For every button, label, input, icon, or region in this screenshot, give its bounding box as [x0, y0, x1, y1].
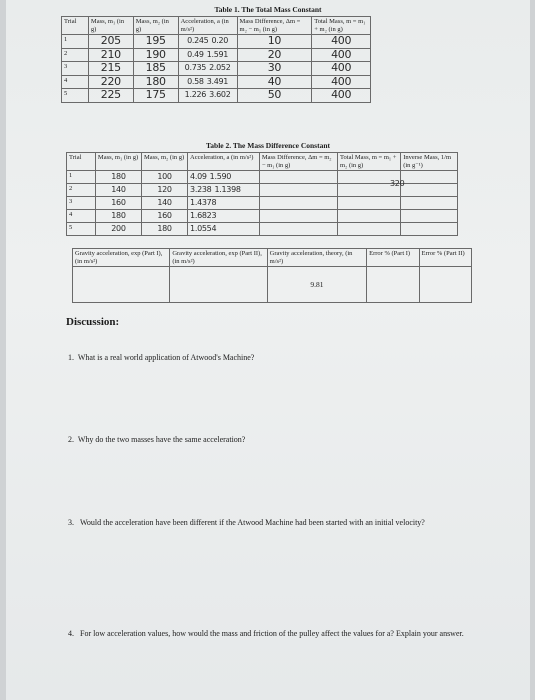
table2-header-m2: Mass, m₂ (in g) — [141, 153, 187, 171]
table1-cell-a — [178, 62, 237, 76]
table2-value-trial: 3 — [69, 198, 73, 205]
table1-cell-m2 — [133, 89, 178, 103]
table2-cell-dm — [259, 197, 337, 210]
table2-cell-a — [188, 210, 260, 223]
table1-cell-trial — [62, 89, 89, 103]
table2-cell-m1 — [95, 171, 141, 184]
table1-cell-a — [178, 35, 237, 49]
table2-value-extra: 1.1398 — [214, 185, 241, 194]
table1-cell-m1 — [88, 35, 133, 49]
table1-cell-total — [312, 89, 371, 103]
table3-header-g-theory: Gravity acceleration, theory, (in m/s²) — [267, 249, 366, 267]
table1-cell-m1 — [88, 48, 133, 62]
table2-header-acceleration: Acceleration, a (in m/s²) — [188, 153, 260, 171]
table1-cell-dm — [237, 62, 312, 76]
table2-cell-inv — [401, 223, 458, 236]
table1-value-dm: 40 — [267, 74, 282, 88]
table2-value-trial: 4 — [69, 211, 73, 218]
table1-cell-m2 — [133, 62, 178, 76]
question-1 — [68, 352, 488, 363]
table3-cell-error-part1 — [367, 267, 419, 303]
table2-cell-m1 — [95, 184, 141, 197]
table2-cell-dm — [259, 223, 337, 236]
table1-cell-dm — [237, 89, 312, 103]
table1-value-total: 400 — [331, 74, 352, 88]
table2-header-m1: Mass, m₁ (in g) — [95, 153, 141, 171]
table1-cell-m2 — [133, 48, 178, 62]
table2-cell-trial — [67, 210, 96, 223]
handwritten-total-mass: 320 — [390, 179, 405, 188]
table2-value-m2: 120 — [157, 185, 172, 194]
table1-value-extra: 3.602 — [209, 90, 231, 99]
table3-cell-g-exp-part1 — [73, 267, 170, 303]
table2-value-m2: 180 — [157, 224, 172, 233]
table2-cell-m1 — [95, 197, 141, 210]
table2-cell-total — [338, 223, 401, 236]
table2-value-trial: 5 — [69, 224, 73, 231]
table1-value-a: 0.58 — [187, 76, 204, 86]
table2-cell-m2 — [141, 223, 187, 236]
table2-cell-inv — [401, 171, 458, 184]
table2-cell-a — [188, 171, 260, 184]
table1-cell-m1 — [88, 62, 133, 76]
table-row — [67, 197, 458, 210]
question-number: 4. — [68, 629, 74, 638]
table1-value-a: 0.49 — [187, 49, 204, 59]
table2-cell-a — [188, 197, 260, 210]
table3-cell-g-theory: 9.81 — [267, 267, 366, 303]
table1-header-m2: Mass, m₂ (in g) — [133, 17, 178, 35]
table1-cell-dm — [237, 35, 312, 49]
table3-header-error-part1: Error % (Part I) — [367, 249, 419, 267]
table1-value-dm: 10 — [267, 34, 282, 47]
table1-value-dm: 20 — [267, 47, 282, 61]
table1-cell-m1 — [88, 75, 133, 89]
table2-value-m1: 180 — [111, 172, 126, 181]
question-2 — [68, 434, 488, 445]
table2 — [66, 152, 458, 236]
table2-value-a: 4.09 — [190, 172, 207, 181]
table1-cell-total — [312, 35, 371, 49]
table2-cell-dm — [259, 210, 337, 223]
table1-value-a: 0.735 — [184, 63, 207, 72]
table1-cell-trial — [62, 75, 89, 89]
table2-header-trial: Trial — [67, 153, 96, 171]
table2-value-trial: 1 — [69, 172, 73, 179]
table1-value-extra: 1.591 — [206, 49, 229, 59]
table2-cell-a — [188, 184, 260, 197]
question-text: Would the acceleration have been different if the Atwood Machine had been started with an initial velocity? — [80, 518, 425, 527]
table1-value-extra: 3.491 — [206, 76, 229, 86]
table2-value-m1: 200 — [111, 224, 126, 233]
table-row — [67, 223, 458, 236]
table1-title: Table 1. The Total Mass Constant — [214, 5, 322, 14]
table2-value-a: 1.6823 — [190, 211, 217, 220]
table2-cell-m2 — [141, 210, 187, 223]
table1-value-a: 1.226 — [184, 90, 207, 99]
table1-cell-total — [312, 75, 371, 89]
table2-cell-inv — [401, 184, 458, 197]
table1-value-total: 400 — [331, 88, 352, 101]
table1-value-total: 400 — [331, 61, 352, 74]
table1-cell-a — [178, 75, 237, 89]
table2-cell-m2 — [141, 197, 187, 210]
table-row — [62, 48, 371, 62]
table3 — [72, 248, 472, 303]
table2-value-m1: 140 — [111, 185, 126, 194]
table1-value-a: 0.245 — [187, 36, 209, 45]
table1-value-dm: 30 — [267, 61, 282, 74]
table1-value-trial: 1 — [64, 36, 68, 43]
question-number: 1. — [68, 353, 74, 362]
table3-cell-error-part2 — [419, 267, 471, 303]
table2-cell-m1 — [95, 210, 141, 223]
table1-cell-total — [312, 48, 371, 62]
table2-cell-dm — [259, 171, 337, 184]
table1-value-dm: 50 — [267, 88, 282, 101]
table1-value-total: 400 — [331, 34, 352, 47]
table1-value-total: 400 — [331, 47, 352, 61]
table1-value-trial: 4 — [64, 76, 68, 84]
table1-header-acceleration: Acceleration, a (in m/s²) — [178, 17, 237, 35]
table1-cell-a — [178, 48, 237, 62]
table2-cell-trial — [67, 171, 96, 184]
question-text: For low acceleration values, how would the mass and friction of the pulley affect the values for a? Explain your answer. — [80, 629, 464, 638]
table-row — [62, 89, 371, 103]
question-number: 2. — [68, 435, 74, 444]
table2-cell-inv — [401, 210, 458, 223]
table2-cell-total — [338, 197, 401, 210]
table1-value-m1: 210 — [100, 47, 121, 61]
table1-cell-m1 — [88, 89, 133, 103]
table1-value-trial: 2 — [64, 49, 68, 57]
table1-value-m2: 175 — [145, 88, 166, 101]
table1-cell-trial — [62, 35, 89, 49]
question-3 — [68, 517, 488, 528]
table3-header-g-exp-part1: Gravity acceleration, exp (Part I), (in m/s²) — [73, 249, 170, 267]
table1-header-mass-difference: Mass Difference, Δm = m₂ − m₁ (in g) — [237, 17, 312, 35]
question-text: What is a real world application of Atwood's Machine? — [77, 353, 255, 362]
table1-value-m2: 190 — [145, 47, 166, 61]
table1-cell-trial — [62, 62, 89, 76]
table1-value-m1: 205 — [100, 34, 121, 47]
table2-cell-trial — [67, 197, 96, 210]
table2-value-m2: 160 — [157, 211, 172, 220]
table2-header-total-mass: Total Mass, m = m₁ + m₂ (in g) — [338, 153, 401, 171]
question-text: Why do the two masses have the same acceleration? — [77, 435, 246, 444]
table1-value-extra: 2.052 — [209, 63, 231, 72]
table2-value-extra: 1.590 — [209, 172, 232, 181]
question-4 — [68, 628, 488, 639]
table2-value-trial: 2 — [69, 185, 73, 192]
table-row — [62, 35, 371, 49]
table1-cell-a — [178, 89, 237, 103]
table2-value-a: 3.238 — [190, 185, 212, 194]
table1-cell-dm — [237, 75, 312, 89]
table2-cell-a — [188, 223, 260, 236]
table-row — [62, 75, 371, 89]
table1-value-trial: 5 — [64, 90, 68, 97]
table2-value-a: 1.4378 — [190, 198, 217, 207]
table1-value-extra: 0.20 — [211, 36, 229, 45]
table1-value-m2: 180 — [145, 74, 166, 88]
table2-cell-trial — [67, 223, 96, 236]
table1-cell-trial — [62, 48, 89, 62]
table2-cell-m2 — [141, 171, 187, 184]
table2-header-mass-difference: Mass Difference, Δm = m₂ − m₁ (in g) — [259, 153, 337, 171]
table1-value-m2: 185 — [145, 61, 166, 74]
discussion-heading: Discussion: — [66, 316, 120, 328]
table1-cell-m2 — [133, 75, 178, 89]
table1-value-m1: 220 — [100, 74, 121, 88]
table2-cell-m2 — [141, 184, 187, 197]
table2-title: Table 2. The Mass Difference Constant — [205, 141, 331, 150]
table2-value-a: 1.0554 — [190, 224, 217, 233]
table2-header-inverse-mass: Inverse Mass, 1/m (in g⁻¹) — [401, 153, 458, 171]
table-row — [67, 210, 458, 223]
table2-value-m2: 140 — [157, 198, 172, 207]
table1 — [61, 16, 371, 103]
table2-cell-dm — [259, 184, 337, 197]
table2-cell-inv — [401, 197, 458, 210]
table-row — [62, 62, 371, 76]
worksheet-page — [6, 0, 530, 700]
table2-cell-m1 — [95, 223, 141, 236]
table3-header-error-part2: Error % (Part II) — [419, 249, 471, 267]
table3-cell-g-exp-part2 — [170, 267, 267, 303]
table1-cell-total — [312, 62, 371, 76]
table1-header-trial: Trial — [62, 17, 89, 35]
table1-value-m1: 225 — [100, 88, 121, 101]
table1-header-total-mass: Total Mass, m = m₁ + m₂ (in g) — [312, 17, 371, 35]
question-number: 3. — [68, 518, 74, 527]
table1-value-m2: 195 — [145, 34, 166, 47]
table1-value-m1: 215 — [100, 61, 121, 74]
table2-cell-trial — [67, 184, 96, 197]
table3-header-g-exp-part2: Gravity acceleration, exp (Part II), (in m/s²) — [170, 249, 267, 267]
table2-cell-total — [338, 210, 401, 223]
table2-value-m1: 160 — [111, 198, 126, 207]
table1-header-m1: Mass, m₁ (in g) — [88, 17, 133, 35]
table2-value-m2: 100 — [157, 172, 172, 181]
table1-value-trial: 3 — [64, 63, 68, 70]
table2-value-m1: 180 — [111, 211, 126, 220]
table1-cell-dm — [237, 48, 312, 62]
table1-cell-m2 — [133, 35, 178, 49]
